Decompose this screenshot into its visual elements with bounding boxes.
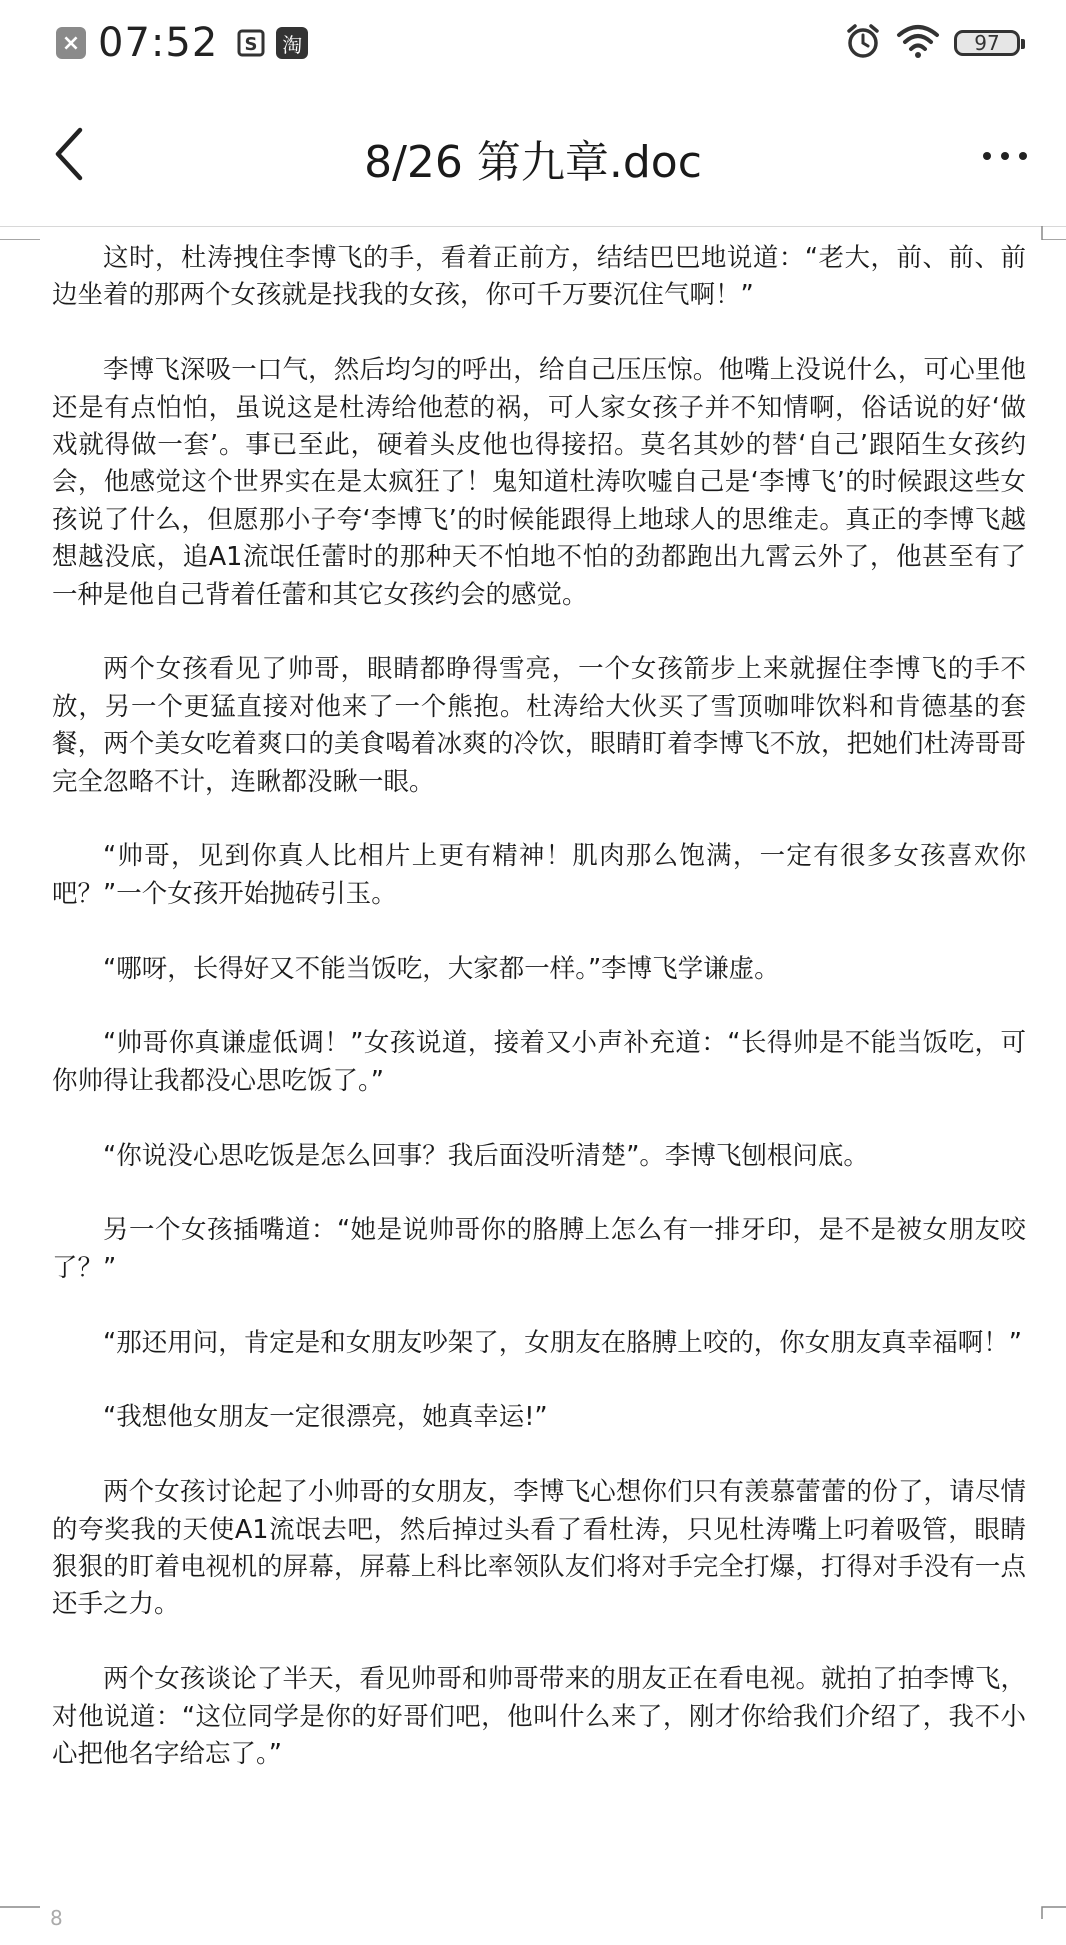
paragraph: “我想他女朋友一定很漂亮，她真幸运!” <box>103 1402 548 1433</box>
more-horizontal-icon-dot <box>1001 152 1009 160</box>
more-options-button[interactable] <box>970 126 1040 186</box>
crop-mark-bottom-right <box>1040 1905 1066 1919</box>
status-bar-right <box>844 18 1020 68</box>
paragraph: 两个女孩谈论了半天，看见帅哥和帅哥带来的朋友正在看电视。就拍了拍李博飞，对他说道：“这位同学是你的好哥们吧，他叫什么来了，刚才你给我们介绍了，我不小心把他名字给忘了。” <box>52 1664 1026 1770</box>
paragraph: “你说没心思吃饭是怎么回事？我后面没听清楚”。李博飞刨根问底。 <box>103 1140 869 1171</box>
paragraph: “那还用问，肯定是和女朋友吵架了，女朋友在胳膊上咬的，你女朋友真幸福啊！” <box>103 1327 1022 1358</box>
battery-icon <box>954 30 1020 56</box>
close-notification-icon: × <box>56 27 86 59</box>
paragraph: 另一个女孩插嘴道：“她是说帅哥你的胳膊上怎么有一排牙印，是不是被女朋友咬了？” <box>52 1215 1026 1283</box>
document-body[interactable] <box>52 240 1026 1811</box>
paragraph: “帅哥你真谦虚低调！”女孩说道，接着又小声补充道：“长得帅是不能当饭吃，可你帅得让我都没心思吃饭了。” <box>52 1028 1026 1096</box>
paragraph: “帅哥，见到你真人比相片上更有精神！肌肉那么饱满，一定有很多女孩喜欢你吧？”一个女孩开始抛砖引玉。 <box>52 841 1026 909</box>
crop-mark-top-left <box>0 226 40 240</box>
taobao-icon: 淘 <box>276 27 308 59</box>
s-app-icon <box>236 28 266 58</box>
status-bar <box>0 0 1066 86</box>
paragraph: 两个女孩讨论起了小帅哥的女朋友，李博飞心想你们只有羡慕蕾蕾的份了，请尽情的夸奖我的天使A1流氓去吧，然后掉过头看了看杜涛，只见杜涛嘴上叼着吸管，眼睛狠狠的盯着电视机的屏幕，屏幕上科比率领队友们将对手完全打爆，打得对手没有一点还手之力。 <box>52 1477 1026 1620</box>
alarm-icon <box>844 22 882 64</box>
paragraph: 两个女孩看见了帅哥，眼睛都睁得雪亮，一个女孩箭步上来就握住李博飞的手不放，另一个更猛直接对他来了一个熊抱。杜涛给大伙买了雪顶咖啡饮料和肯德基的套餐，两个美女吃着爽口的美食喝着冰爽的冷饮，眼睛盯着李博飞不放，把她们杜涛哥哥完全忽略不计，连瞅都没瞅一眼。 <box>52 654 1026 797</box>
paragraph: “哪呀，长得好又不能当饭吃，大家都一样。”李博飞学谦虚。 <box>103 953 780 984</box>
paragraph: 李博飞深吸一口气，然后均匀的呼出，给自己压压惊。他嘴上没说什么，可心里他还是有点怕怕，虽说这是杜涛给他惹的祸，可人家女孩子并不知情啊，俗话说的好‘做戏就得做一套’。事已至此，硬着头皮他也得接招。莫名其妙的替‘自己’跟陌生女孩约会，他感觉这个世界实在是太疯狂了！鬼知道杜涛吹嘘自己是‘李博飞’的时候跟这些女孩说了什么，但愿那小子夸‘李博飞’的时候能跟得上地球人的思维走。真正的李博飞越想越没底，追A1流氓任蕾时的那种天不怕地不怕的劲都跑出九霄云外了，他甚至有了一种是他自己背着任蕾和其它女孩约会的感觉。 <box>52 355 1026 610</box>
clock-time: 07:52 <box>98 20 219 66</box>
battery-level: 97 <box>974 31 1000 55</box>
crop-mark-top-right <box>1040 226 1066 240</box>
crop-mark-bottom-left <box>0 1905 40 1919</box>
page-number: 8 <box>50 1906 63 1930</box>
paragraph: 这时，杜涛拽住李博飞的手，看着正前方，结结巴巴地说道：“老大，前、前、前边坐着的那两个女孩就是找我的女孩，你可千万要沉住气啊！” <box>52 243 1026 311</box>
document-title: 8/26 第九章.doc <box>364 137 702 188</box>
wifi-icon <box>896 23 940 63</box>
status-bar-left <box>56 16 308 70</box>
more-horizontal-icon-dot <box>1019 152 1027 160</box>
page-top-border <box>0 226 1066 227</box>
more-horizontal-icon-dot <box>983 152 991 160</box>
svg-text:S: S <box>244 34 258 55</box>
app-bar <box>0 86 1066 226</box>
